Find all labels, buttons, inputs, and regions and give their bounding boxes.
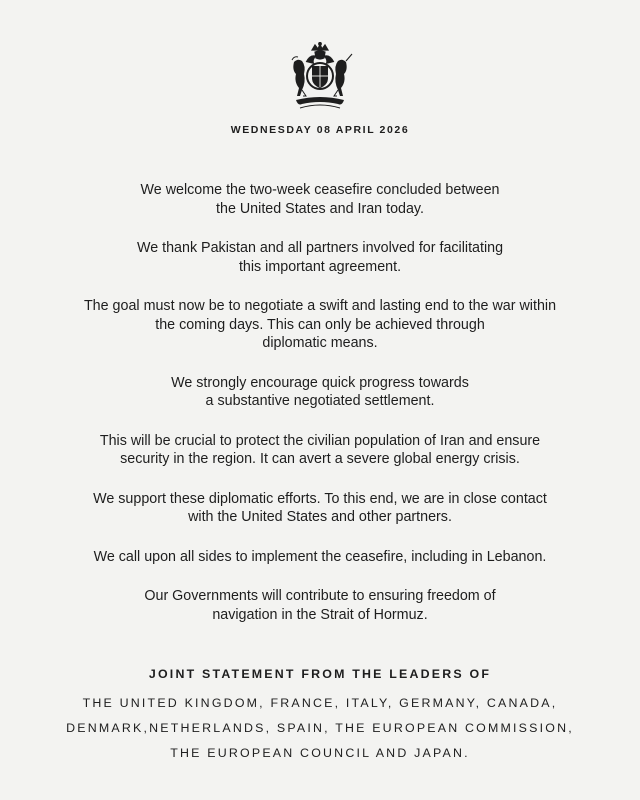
paragraph-civilian-protection: This will be crucial to protect the civilian population of Iran and ensure security in the region. It can avert a severe global energy crisis. xyxy=(99,432,541,467)
paragraph-negotiation-goal: The goal must now be to negotiate a swift and lasting end to the war within the coming days. This can only be achieved through diplomatic means. xyxy=(83,298,557,351)
royal-coat-of-arms-icon xyxy=(284,42,356,114)
paragraph-encourage-progress: We strongly encourage quick progress towards a substantive negotiated settlement. xyxy=(171,374,469,409)
paragraph-thanks-pakistan: We thank Pakistan and all partners involved for facilitating this important agreement. xyxy=(136,240,504,275)
statement-date: WEDNESDAY 08 APRIL 2026 xyxy=(230,124,410,136)
paragraph-strait-of-hormuz: Our Governments will contribute to ensuring freedom of navigation in the Strait of Hormuz. xyxy=(144,588,496,623)
signatory-countries: THE UNITED KINGDOM, FRANCE, ITALY, GERMANY, CANADA, DENMARK,NETHERLANDS, SPAIN, THE EUROPEAN COMMISSION, THE EUROPEAN COUNCIL AND JAPAN. xyxy=(66,696,574,760)
paragraph-support-efforts: We support these diplomatic efforts. To this end, we are in close contact with the United States and other partners. xyxy=(93,490,547,525)
paragraph-ceasefire-welcome: We welcome the two-week ceasefire concluded between the United States and Iran today. xyxy=(140,182,500,217)
paragraph-call-upon-sides: We call upon all sides to implement the ceasefire, including in Lebanon. xyxy=(93,548,547,565)
joint-statement-heading: JOINT STATEMENT FROM THE LEADERS OF xyxy=(148,667,492,681)
statement-body xyxy=(30,181,610,645)
